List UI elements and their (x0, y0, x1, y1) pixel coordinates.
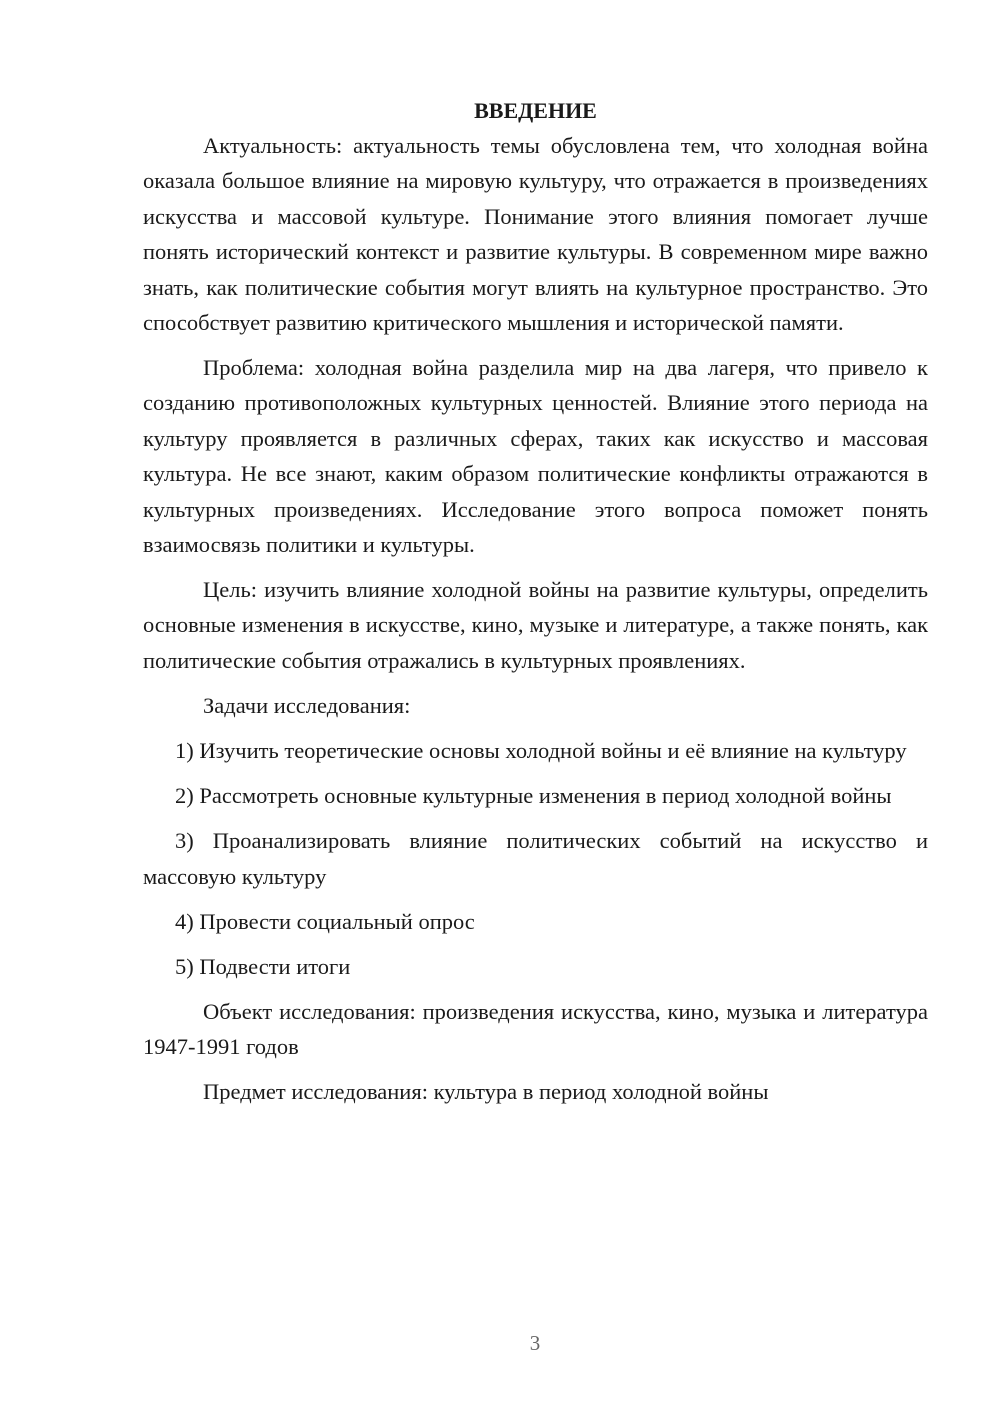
page-number: 3 (529, 1331, 541, 1355)
task-item-2: 2) Рассмотреть основные культурные изменения в период холодной войны (175, 783, 892, 808)
subject-paragraph: Предмет исследования: культура в период холодной войны (203, 1079, 769, 1105)
object-paragraph: Объект исследования: произведения искусства, кино, музыка и литература 1947-1991 годов (143, 998, 928, 1060)
relevance-paragraph: Актуальность: актуальность темы обусловлена тем, что холодная война оказала большое влияние на мировую культуру, что отражается в произведениях искусства и массовой культуре. Понимание этого влияния помогает лучше понять исторический контекст и развитие культуры. В современном мире важно знать, как политические события могут влиять на культурное пространство. Это способствует развитию критического мышления и исторической памяти. (143, 133, 928, 336)
task-item-1: 1) Изучить теоретические основы холодной войны и её влияние на культуру (175, 737, 907, 763)
goal-paragraph: Цель: изучить влияние холодной войны на развитие культуры, определить основные изменения в искусстве, кино, музыке и литературе, а также понять, как политические события отражались в культурных проявлениях. (143, 576, 928, 673)
task-item-3: 3) Проанализировать влияние политических событий на искусство и массовую культуру (143, 828, 928, 889)
tasks-heading: Задачи исследования: (203, 692, 411, 718)
task-item-4: 4) Провести социальный опрос (175, 908, 475, 934)
document-page (143, 93, 928, 1110)
task-item-5: 5) Подвести итоги (175, 954, 351, 980)
section-heading: ВВЕДЕНИЕ (474, 98, 597, 123)
problem-paragraph: Проблема: холодная война разделила мир на два лагеря, что привело к созданию противоположных культурных ценностей. Влияние этого периода на культуру проявляется в различных сферах, таких как искусство и массовая культура. Не все знают, каким образом политические конфликты отражаются в культурных произведениях. Исследование этого вопроса поможет понять взаимосвязь политики и культуры. (143, 354, 928, 557)
